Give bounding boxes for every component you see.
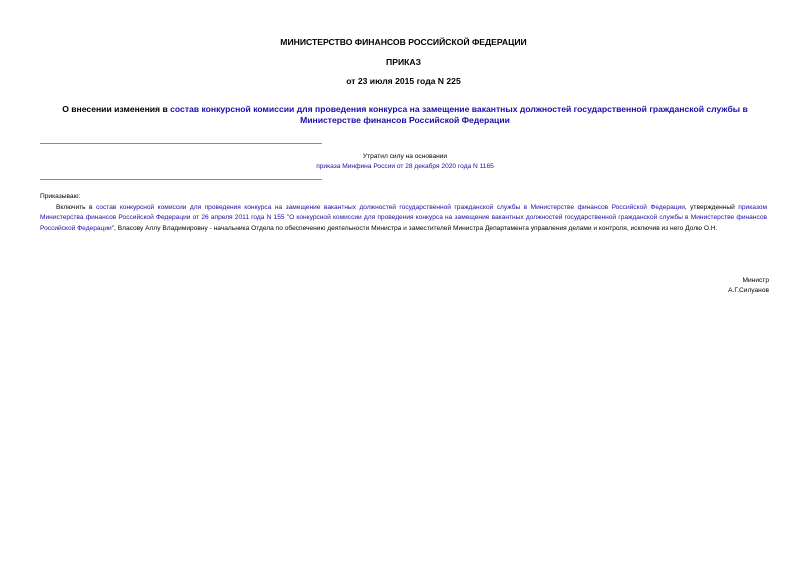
order-paragraph — [40, 203, 767, 235]
para-start: Включить в — [56, 203, 96, 211]
ministry-heading: МИНИСТЕРСТВО ФИНАНСОВ РОССИЙСКОЙ ФЕДЕРАЦИИ — [280, 37, 527, 47]
status-link[interactable]: приказа Минфина России от 28 декабря 2020 года N 1165 — [316, 163, 494, 170]
date-number-heading: от 23 июля 2015 года N 225 — [346, 76, 461, 86]
para-link-commission[interactable]: состав конкурсной комиссии для проведения конкурса на замещение вакантных должностей государственной гражданской службы в Министерстве финансов Российской Федерации — [95, 203, 685, 211]
para-mid: , утвержденный — [684, 203, 739, 211]
title-prefix: О внесении изменения в — [62, 104, 171, 114]
signature-name: А.Г.Силуанов — [728, 287, 769, 294]
order-word: Приказываю: — [40, 193, 81, 200]
title-link[interactable]: состав конкурсной комиссии для проведения конкурса на замещение вакантных должностей государственной гражданской службы в Министерстве финансов Российской Федерации — [170, 104, 748, 125]
doc-type-heading: ПРИКАЗ — [386, 57, 421, 67]
para-link-order[interactable]: приказом Министерства финансов Российской Федерации от 26 апреля 2011 года N 155 "О конкурсной комиссии для проведения конкурса на замещение вакантных должностей государственной гражданской службы в Министерстве финансов Российской Федерации" — [40, 203, 767, 232]
signature-position: Министр — [742, 277, 769, 284]
status-note — [300, 152, 510, 172]
order-body — [40, 192, 767, 234]
signature-block — [728, 276, 769, 296]
divider-top — [40, 143, 322, 144]
status-line: Утратил силу на основании — [362, 153, 448, 160]
para-end: , Власову Аллу Владимировну - начальника Отдела по обеспечению деятельности Министра и заместителей Министра Департамента управления делами и контроля, исключив из него Долю О.Н. — [114, 224, 718, 232]
document-title — [40, 104, 770, 126]
divider-bottom — [40, 179, 322, 180]
